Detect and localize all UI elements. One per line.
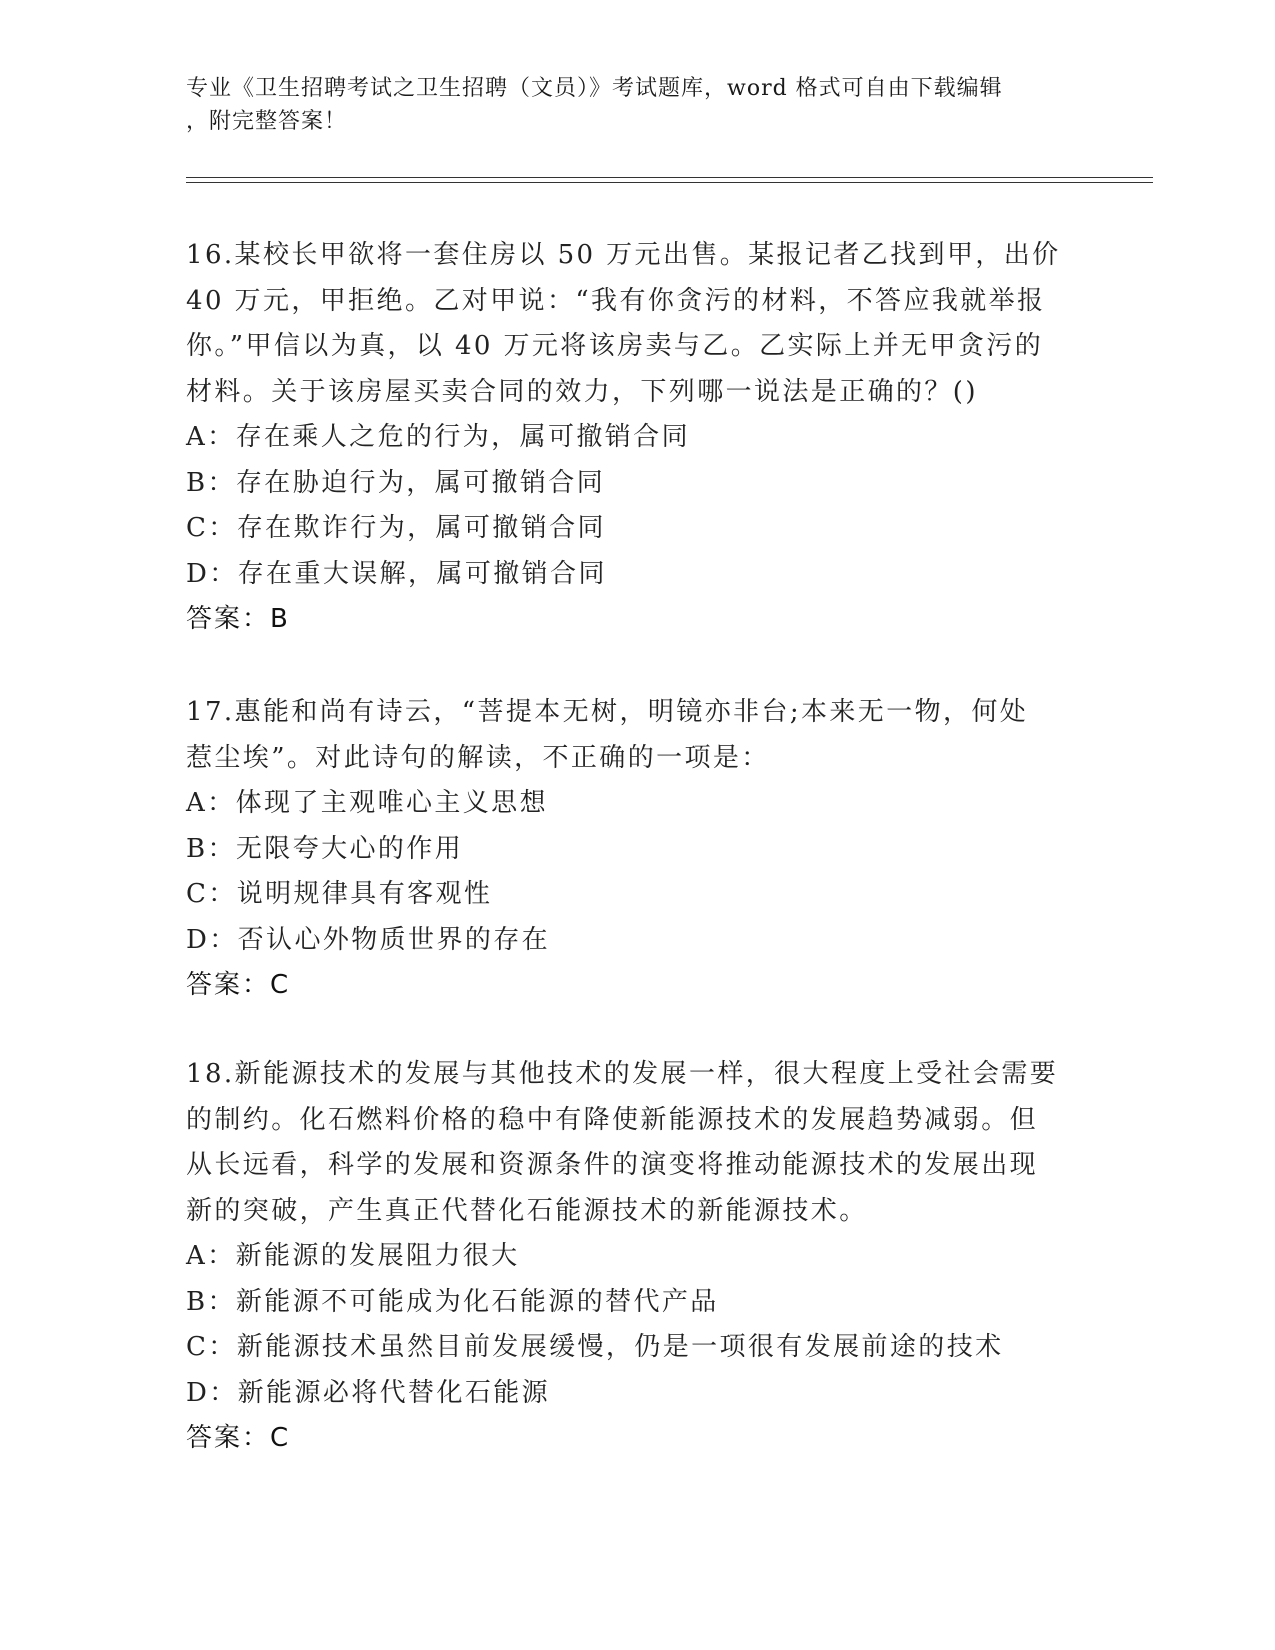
option-a: A：体现了主观唯心主义思想 <box>186 788 548 818</box>
option-b: B：新能源不可能成为化石能源的替代产品 <box>186 1286 719 1317</box>
header-divider <box>186 177 1153 178</box>
option-a: A：新能源的发展阻力很大 <box>186 1241 520 1271</box>
stem-line: 16.某校长甲欲将一套住房以 50 万元出售。某报记者乙找到甲，出价 <box>186 240 1061 270</box>
option-d: D：否认心外物质世界的存在 <box>186 924 551 955</box>
question-stem <box>186 233 1076 415</box>
stem-line: 新的突破，产生真正代替化石能源技术的新能源技术。 <box>186 1195 868 1226</box>
question-stem <box>186 690 1076 781</box>
stem-line: 从长远看，科学的发展和资源条件的演变将推动能源技术的发展出现 <box>186 1150 1039 1180</box>
stem-line: 17.惠能和尚有诗云，“菩提本无树，明镜亦非台;本来无一物，何处 <box>186 697 1029 727</box>
answer: 答案：C <box>186 1423 291 1453</box>
option-c: C：说明规律具有客观性 <box>186 879 493 909</box>
question-18 <box>186 1052 1076 1462</box>
stem-line: 材料。关于该房屋买卖合同的效力，下列哪一说法是正确的？() <box>186 376 978 407</box>
stem-line: 你。”甲信以为真，以 40 万元将该房卖与乙。乙实际上并无甲贪污的 <box>186 331 1044 361</box>
option-d: D：新能源必将代替化石能源 <box>186 1377 551 1408</box>
stem-line: 18.新能源技术的发展与其他技术的发展一样，很大程度上受社会需要 <box>186 1059 1059 1089</box>
option-a: A：存在乘人之危的行为，属可撤销合同 <box>186 422 690 452</box>
page-header <box>186 72 1066 138</box>
stem-line: 的制约。化石燃料价格的稳中有降使新能源技术的发展趋势减弱。但 <box>186 1104 1039 1135</box>
header-line: ，附完整答案！ <box>186 109 348 134</box>
header-line: 专业《卫生招聘考试之卫生招聘（文员）》考试题库，word 格式可自由下载编辑 <box>186 76 1003 101</box>
question-stem <box>186 1052 1076 1234</box>
option-b: B：无限夸大心的作用 <box>186 833 464 864</box>
stem-line: 惹尘埃”。对此诗句的解读，不正确的一项是： <box>186 742 770 773</box>
answer: 答案：C <box>186 970 291 1000</box>
option-d: D：存在重大误解，属可撤销合同 <box>186 558 607 589</box>
option-c: C：存在欺诈行为，属可撤销合同 <box>186 513 606 543</box>
question-16 <box>186 233 1076 643</box>
header-divider <box>186 182 1153 183</box>
stem-line: 40 万元，甲拒绝。乙对甲说：“我有你贪污的材料，不答应我就举报 <box>186 285 1046 316</box>
option-b: B：存在胁迫行为，属可撤销合同 <box>186 467 606 498</box>
question-17 <box>186 690 1076 1009</box>
answer: 答案：B <box>186 604 290 634</box>
option-c: C：新能源技术虽然目前发展缓慢，仍是一项很有发展前途的技术 <box>186 1332 1004 1362</box>
